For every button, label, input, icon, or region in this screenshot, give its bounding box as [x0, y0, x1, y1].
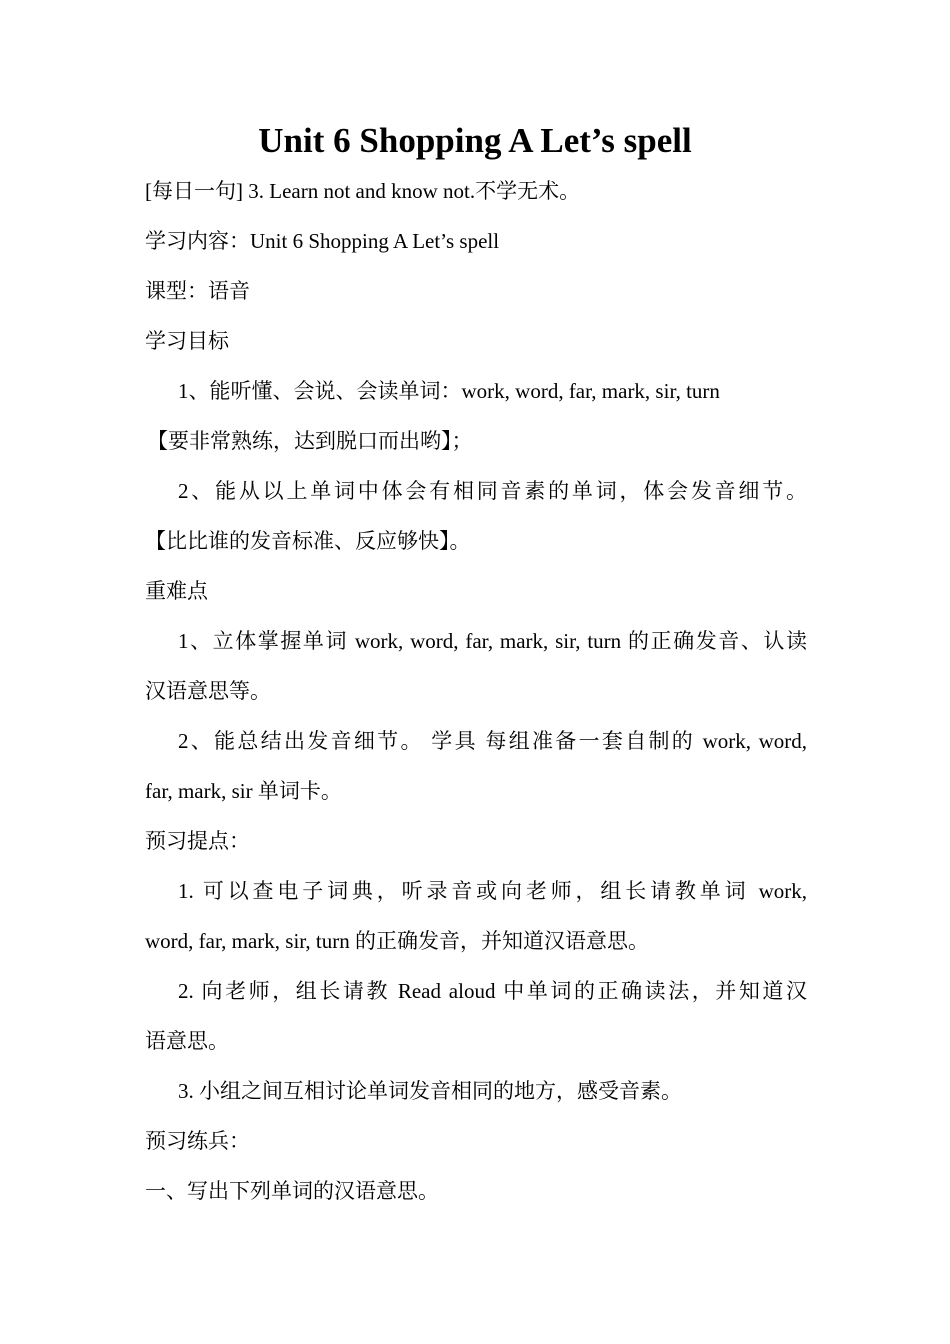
objective-2: 2、能从以上单词中体会有相同音素的单词，体会发音细节。	[178, 479, 807, 503]
section-heading-key-points: 重难点	[145, 579, 208, 603]
section-heading-practice: 预习练兵：	[145, 1129, 250, 1153]
preview-tip-2-cont: 语意思。	[145, 1029, 229, 1053]
objective-1-note: 【要非常熟练，达到脱口而出哟】；	[147, 429, 473, 453]
objective-2-note: 【比比谁的发音标准、反应够快】。	[145, 529, 471, 553]
study-content: 学习内容：Unit 6 Shopping A Let’s spell	[145, 229, 500, 253]
preview-tip-2: 2. 向老师，组长请教 Read aloud 中单词的正确读法，并知道汉	[178, 979, 807, 1003]
preview-tip-3: 3. 小组之间互相讨论单词发音相同的地方，感受音素。	[178, 1079, 682, 1103]
section-heading-preview-tips: 预习提点：	[145, 829, 250, 853]
key-point-1-cont: 汉语意思等。	[145, 679, 271, 703]
objective-1: 1、能听懂、会说、会读单词：work, word, far, mark, sir, turn	[178, 379, 720, 403]
exercise-1-heading: 一、写出下列单词的汉语意思。	[145, 1179, 439, 1203]
section-heading-objectives: 学习目标	[145, 329, 229, 353]
daily-sentence: [每日一句] 3. Learn not and know not.不学无术。	[145, 179, 581, 203]
document-title: Unit 6 Shopping A Let’s spell	[258, 121, 692, 160]
key-point-2-cont: far, mark, sir 单词卡。	[145, 779, 342, 803]
key-point-1: 1、立体掌握单词 work, word, far, mark, sir, turn 的正确发音、认读	[178, 629, 807, 653]
preview-tip-1-cont: word, far, mark, sir, turn 的正确发音，并知道汉语意思。	[145, 929, 650, 953]
key-point-2: 2、能总结出发音细节。 学具 每组准备一套自制的 work, word,	[178, 729, 807, 753]
lesson-type: 课型：语音	[145, 279, 250, 303]
preview-tip-1: 1. 可以查电子词典，听录音或向老师，组长请教单词 work,	[178, 879, 807, 903]
